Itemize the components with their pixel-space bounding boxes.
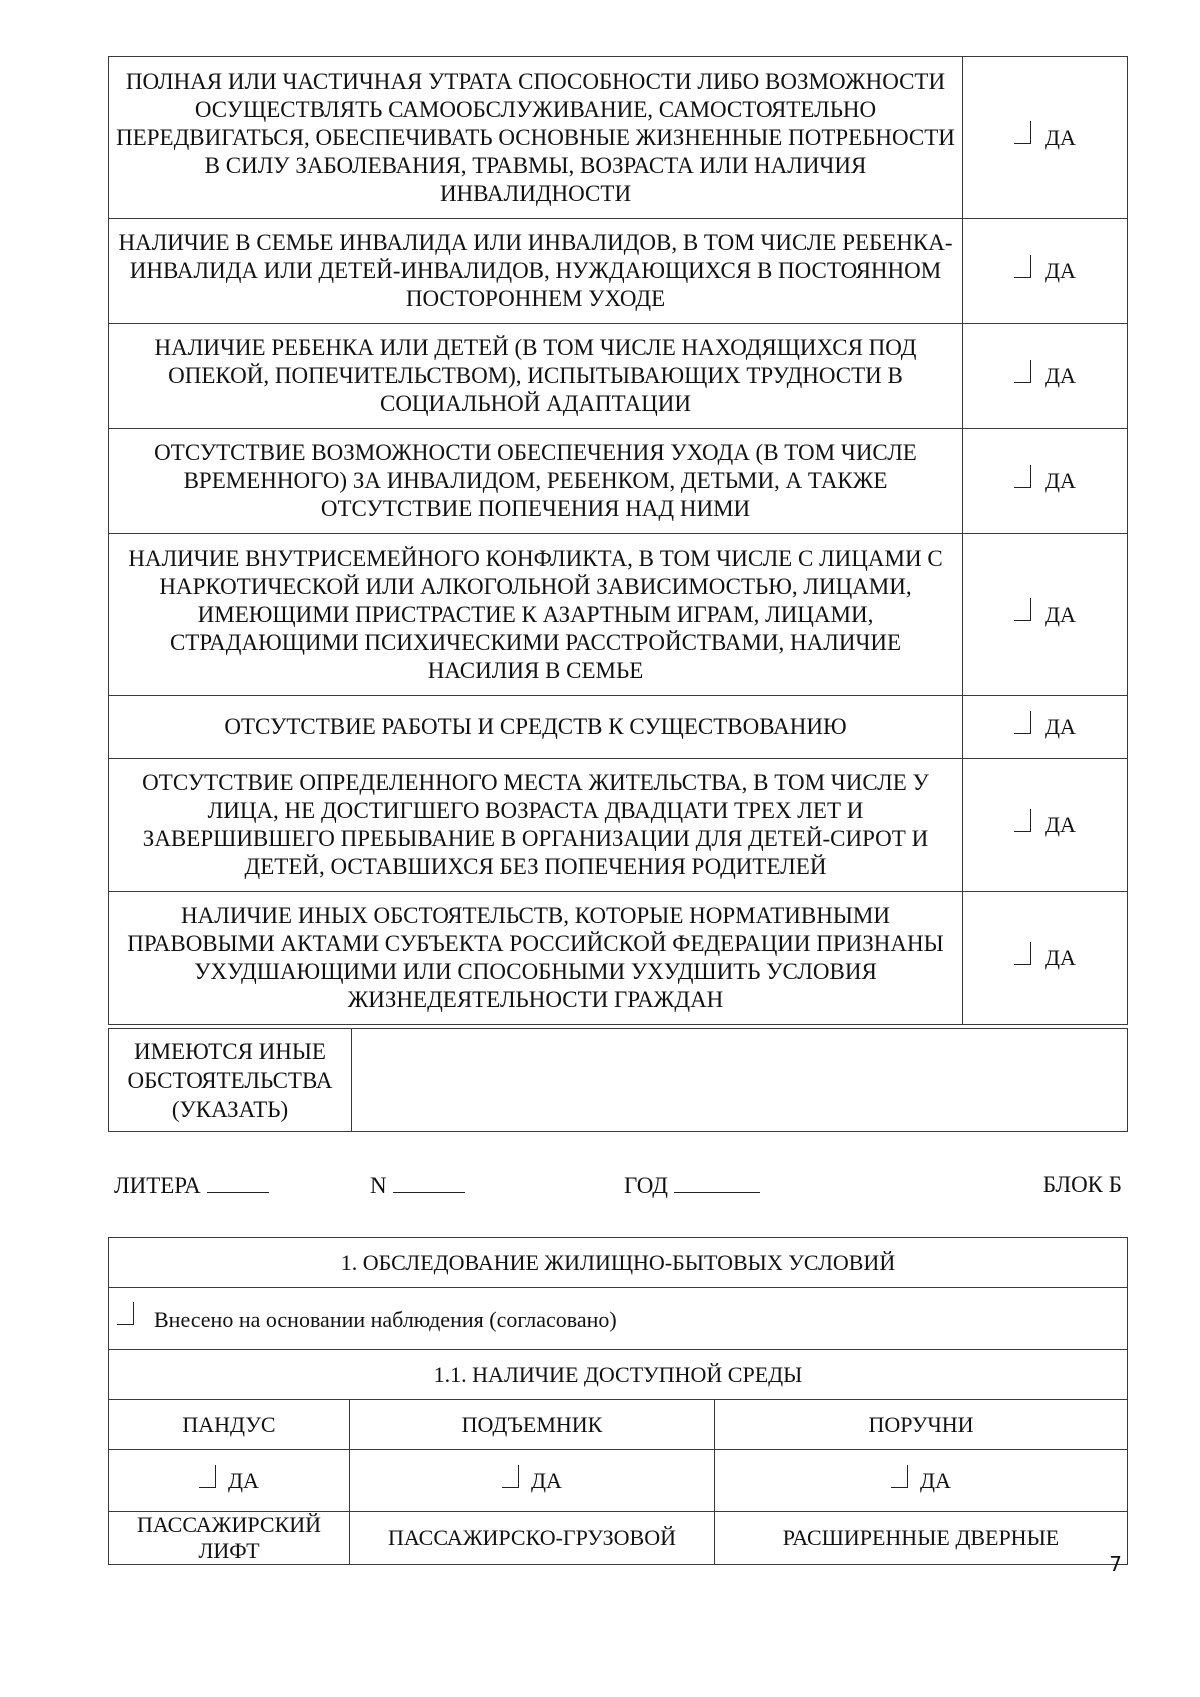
section-title-row	[109, 1238, 1128, 1288]
column-header-row	[109, 1512, 1128, 1565]
subsection-title-row	[109, 1350, 1128, 1400]
criteria-answer[interactable]	[963, 324, 1128, 429]
criteria-row	[109, 429, 1128, 534]
note-row	[109, 1288, 1128, 1350]
other-circumstances-row	[109, 1029, 1128, 1132]
criteria-row	[109, 892, 1128, 1025]
litera-field	[114, 1172, 269, 1199]
column-header: ПАССАЖИРСКИЙ ЛИФТ	[109, 1512, 350, 1565]
block-label: БЛОК Б	[1042, 1172, 1122, 1197]
column-header-row	[109, 1400, 1128, 1450]
yes-label: ДА	[1045, 601, 1076, 627]
checkbox-icon[interactable]	[1014, 360, 1031, 383]
criteria-text: ОТСУТСТВИЕ ОПРЕДЕЛЕННОГО МЕСТА ЖИТЕЛЬСТВА, В ТОМ ЧИСЛЕ У ЛИЦА, НЕ ДОСТИГШЕГО ВОЗРАСТА ДВАДЦАТИ ТРЕХ ЛЕТ И ЗАВЕРШИВШЕГО ПРЕБЫВАНИЕ В ОРГАНИЗАЦИИ ДЛЯ ДЕТЕЙ-СИРОТ И ДЕТЕЙ, ОСТАВШИХСЯ БЕЗ ПОПЕЧЕНИЯ РОДИТЕЛЕЙ	[109, 759, 963, 892]
criteria-answer[interactable]	[963, 57, 1128, 219]
criteria-answer[interactable]	[963, 892, 1128, 1025]
criteria-answer[interactable]	[963, 759, 1128, 892]
checkbox-icon[interactable]	[117, 1302, 134, 1325]
criteria-table	[108, 56, 1128, 1025]
criteria-text: НАЛИЧИЕ В СЕМЬЕ ИНВАЛИДА ИЛИ ИНВАЛИДОВ, В ТОМ ЧИСЛЕ РЕБЕНКА-ИНВАЛИДА ИЛИ ДЕТЕЙ-ИНВАЛИДОВ, НУЖДАЮЩИХСЯ В ПОСТОЯННОМ ПОСТОРОННЕМ УХОДЕ	[109, 219, 963, 324]
other-circumstances-label: ИМЕЮТСЯ ИНЫЕ ОБСТОЯТЕЛЬСТВА (УКАЗАТЬ)	[109, 1029, 352, 1132]
yes-label: ДА	[1045, 945, 1076, 970]
criteria-text: ПОЛНАЯ ИЛИ ЧАСТИЧНАЯ УТРАТА СПОСОБНОСТИ ЛИБО ВОЗМОЖНОСТИ ОСУЩЕСТВЛЯТЬ САМООБСЛУЖИВАНИЕ, САМОСТОЯТЕЛЬНО ПЕРЕДВИГАТЬСЯ, ОБЕСПЕЧИВАТЬ ОСНОВНЫЕ ЖИЗНЕННЫЕ ПОТРЕБНОСТИ В СИЛУ ЗАБОЛЕВАНИЯ, ТРАВМЫ, ВОЗРАСТА ИЛИ НАЛИЧИЯ ИНВАЛИДНОСТИ	[109, 57, 963, 219]
criteria-row	[109, 57, 1128, 219]
litera-input[interactable]	[207, 1172, 269, 1193]
observation-note[interactable]	[109, 1288, 1128, 1350]
other-circumstances-input[interactable]	[352, 1029, 1128, 1132]
yes-label: ДА	[1045, 714, 1076, 739]
criteria-answer[interactable]	[963, 696, 1128, 759]
column-header: ПОДЪЕМНИК	[350, 1400, 715, 1450]
column-header: РАСШИРЕННЫЕ ДВЕРНЫЕ	[715, 1512, 1128, 1565]
number-label: N	[370, 1173, 387, 1198]
checkbox-icon[interactable]	[1014, 711, 1031, 734]
checkbox-icon[interactable]	[1014, 121, 1031, 144]
yes-label: ДА	[1045, 258, 1076, 283]
yes-label: ДА	[1045, 812, 1076, 837]
checkbox-icon[interactable]	[1014, 465, 1031, 488]
year-label: ГОД	[624, 1173, 668, 1198]
number-field	[370, 1172, 465, 1199]
answer-cell[interactable]	[715, 1450, 1128, 1512]
column-header: ПАССАЖИРСКО-ГРУЗОВОЙ	[350, 1512, 715, 1565]
number-input[interactable]	[393, 1172, 465, 1193]
criteria-row	[109, 324, 1128, 429]
other-circumstances-table	[108, 1028, 1128, 1132]
answer-row	[109, 1450, 1128, 1512]
observation-note-label: Внесено на основании наблюдения (согласовано)	[154, 1307, 617, 1332]
checkbox-icon[interactable]	[1014, 942, 1031, 965]
column-header: ПАНДУС	[109, 1400, 350, 1450]
answer-cell[interactable]	[109, 1450, 350, 1512]
year-field	[624, 1172, 760, 1199]
yes-label: ДА	[228, 1467, 259, 1493]
criteria-text: ОТСУТСТВИЕ РАБОТЫ И СРЕДСТВ К СУЩЕСТВОВАНИЮ	[109, 696, 963, 759]
criteria-row	[109, 696, 1128, 759]
yes-label: ДА	[1045, 363, 1076, 388]
criteria-row	[109, 219, 1128, 324]
page-number: 7	[1109, 1552, 1122, 1576]
criteria-answer[interactable]	[963, 429, 1128, 534]
criteria-text: ОТСУТСТВИЕ ВОЗМОЖНОСТИ ОБЕСПЕЧЕНИЯ УХОДА (В ТОМ ЧИСЛЕ ВРЕМЕННОГО) ЗА ИНВАЛИДОМ, РЕБЕНКОМ, ДЕТЬМИ, А ТАКЖЕ ОТСУТСТВИЕ ПОПЕЧЕНИЯ НАД НИМИ	[109, 429, 963, 534]
criteria-text: НАЛИЧИЕ ВНУТРИСЕМЕЙНОГО КОНФЛИКТА, В ТОМ ЧИСЛЕ С ЛИЦАМИ С НАРКОТИЧЕСКОЙ ИЛИ АЛКОГОЛЬНОЙ ЗАВИСИМОСТЬЮ, ЛИЦАМИ, ИМЕЮЩИМИ ПРИСТРАСТИЕ К АЗАРТНЫМ ИГРАМ, ЛИЦАМИ, СТРАДАЮЩИМИ ПСИХИЧЕСКИМИ РАССТРОЙСТВАМИ, НАЛИЧИЕ НАСИЛИЯ В СЕМЬЕ	[109, 534, 963, 696]
criteria-answer[interactable]	[963, 534, 1128, 696]
checkbox-icon[interactable]	[502, 1465, 519, 1488]
litera-label: ЛИТЕРА	[114, 1173, 201, 1198]
subsection-title: 1.1. НАЛИЧИЕ ДОСТУПНОЙ СРЕДЫ	[109, 1350, 1128, 1400]
checkbox-icon[interactable]	[199, 1465, 216, 1488]
criteria-text: НАЛИЧИЕ ИНЫХ ОБСТОЯТЕЛЬСТВ, КОТОРЫЕ НОРМАТИВНЫМИ ПРАВОВЫМИ АКТАМИ СУБЪЕКТА РОССИЙСКОЙ ФЕДЕРАЦИИ ПРИЗНАНЫ УХУДШАЮЩИМИ ИЛИ СПОСОБНЫМИ УХУДШИТЬ УСЛОВИЯ ЖИЗНЕДЕЯТЕЛЬНОСТИ ГРАЖДАН	[109, 892, 963, 1025]
answer-cell[interactable]	[350, 1450, 715, 1512]
criteria-answer[interactable]	[963, 219, 1128, 324]
checkbox-icon[interactable]	[891, 1465, 908, 1488]
yes-label: ДА	[531, 1467, 562, 1493]
yes-label: ДА	[1045, 124, 1076, 150]
section-title: 1. ОБСЛЕДОВАНИЕ ЖИЛИЩНО-БЫТОВЫХ УСЛОВИЙ	[109, 1238, 1128, 1288]
checkbox-icon[interactable]	[1014, 598, 1031, 621]
yes-label: ДА	[920, 1467, 951, 1493]
criteria-row	[109, 759, 1128, 892]
year-input[interactable]	[674, 1172, 760, 1193]
yes-label: ДА	[1045, 468, 1076, 493]
checkbox-icon[interactable]	[1014, 809, 1031, 832]
housing-survey-table	[108, 1237, 1128, 1565]
checkbox-icon[interactable]	[1014, 255, 1031, 278]
criteria-row	[109, 534, 1128, 696]
column-header: ПОРУЧНИ	[715, 1400, 1128, 1450]
criteria-text: НАЛИЧИЕ РЕБЕНКА ИЛИ ДЕТЕЙ (В ТОМ ЧИСЛЕ НАХОДЯЩИХСЯ ПОД ОПЕКОЙ, ПОПЕЧИТЕЛЬСТВОМ), ИСПЫТЫВАЮЩИХ ТРУДНОСТИ В СОЦИАЛЬНОЙ АДАПТАЦИИ	[109, 324, 963, 429]
